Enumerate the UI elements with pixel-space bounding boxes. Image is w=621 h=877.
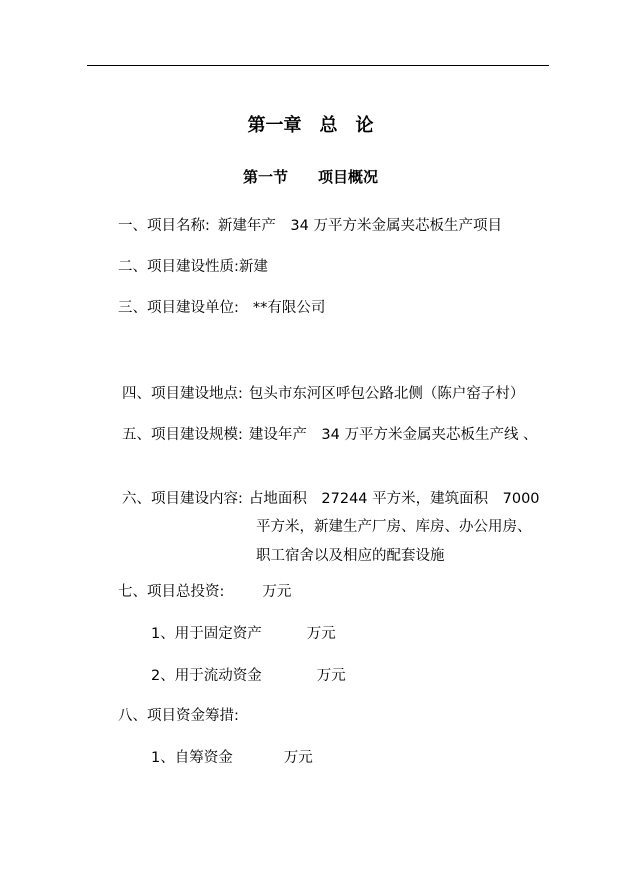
sub-unit: 万元 [283, 750, 313, 766]
sub-unit: 万元 [316, 668, 346, 684]
item-label: 六、项目建设内容: [122, 491, 243, 507]
item-project-name [118, 216, 502, 236]
item-project-location [122, 384, 524, 404]
item-value: 建设年产 34 万平方米金属夹芯板生产线 、 [248, 427, 538, 443]
item-value: 新建年产 34 万平方米金属夹芯板生产项目 [217, 218, 502, 234]
sub-unit: 万元 [306, 626, 336, 642]
item-unit: 万元 [262, 584, 292, 600]
item-self-raised [151, 748, 313, 768]
item-label: 五、项目建设规模: [122, 427, 243, 443]
item-fund-raising [118, 706, 239, 726]
section-title: 第一节 项目概况 [242, 168, 378, 186]
item-label: 二、项目建设性质: [118, 259, 239, 275]
chapter-title: 第一章 总 论 [247, 115, 374, 136]
item-label: 三、项目建设单位: [118, 300, 239, 316]
sub-label: 1、自筹资金 [151, 750, 233, 766]
item-project-content [122, 489, 540, 509]
item-project-nature [118, 257, 268, 277]
item-project-scale [122, 425, 538, 445]
item-value: 新建 [238, 259, 268, 275]
item-value-line1: 占地面积 27244 平方米，建筑面积 7000 [248, 491, 540, 507]
item-value-line3: 职工宿舍以及相应的配套设施 [256, 548, 445, 564]
sub-label: 1、用于固定资产 [151, 626, 262, 642]
header-rule [87, 65, 549, 66]
item-total-investment [118, 582, 291, 602]
item-value: 包头市东河区呼包公路北侧（陈户窑子村） [248, 386, 525, 402]
item-label: 四、项目建设地点: [122, 386, 243, 402]
item-fixed-assets [151, 624, 336, 644]
item-value-line2: 平方米，新建生产厂房、库房、办公用房、 [256, 519, 532, 535]
item-working-capital [151, 666, 346, 686]
item-label: 一、项目名称: [118, 218, 210, 234]
item-label: 八、项目资金筹措: [118, 708, 239, 724]
item-project-unit [118, 298, 325, 318]
item-value: **有限公司 [252, 300, 326, 316]
item-label: 七、项目总投资: [118, 584, 225, 600]
sub-label: 2、用于流动资金 [151, 668, 262, 684]
